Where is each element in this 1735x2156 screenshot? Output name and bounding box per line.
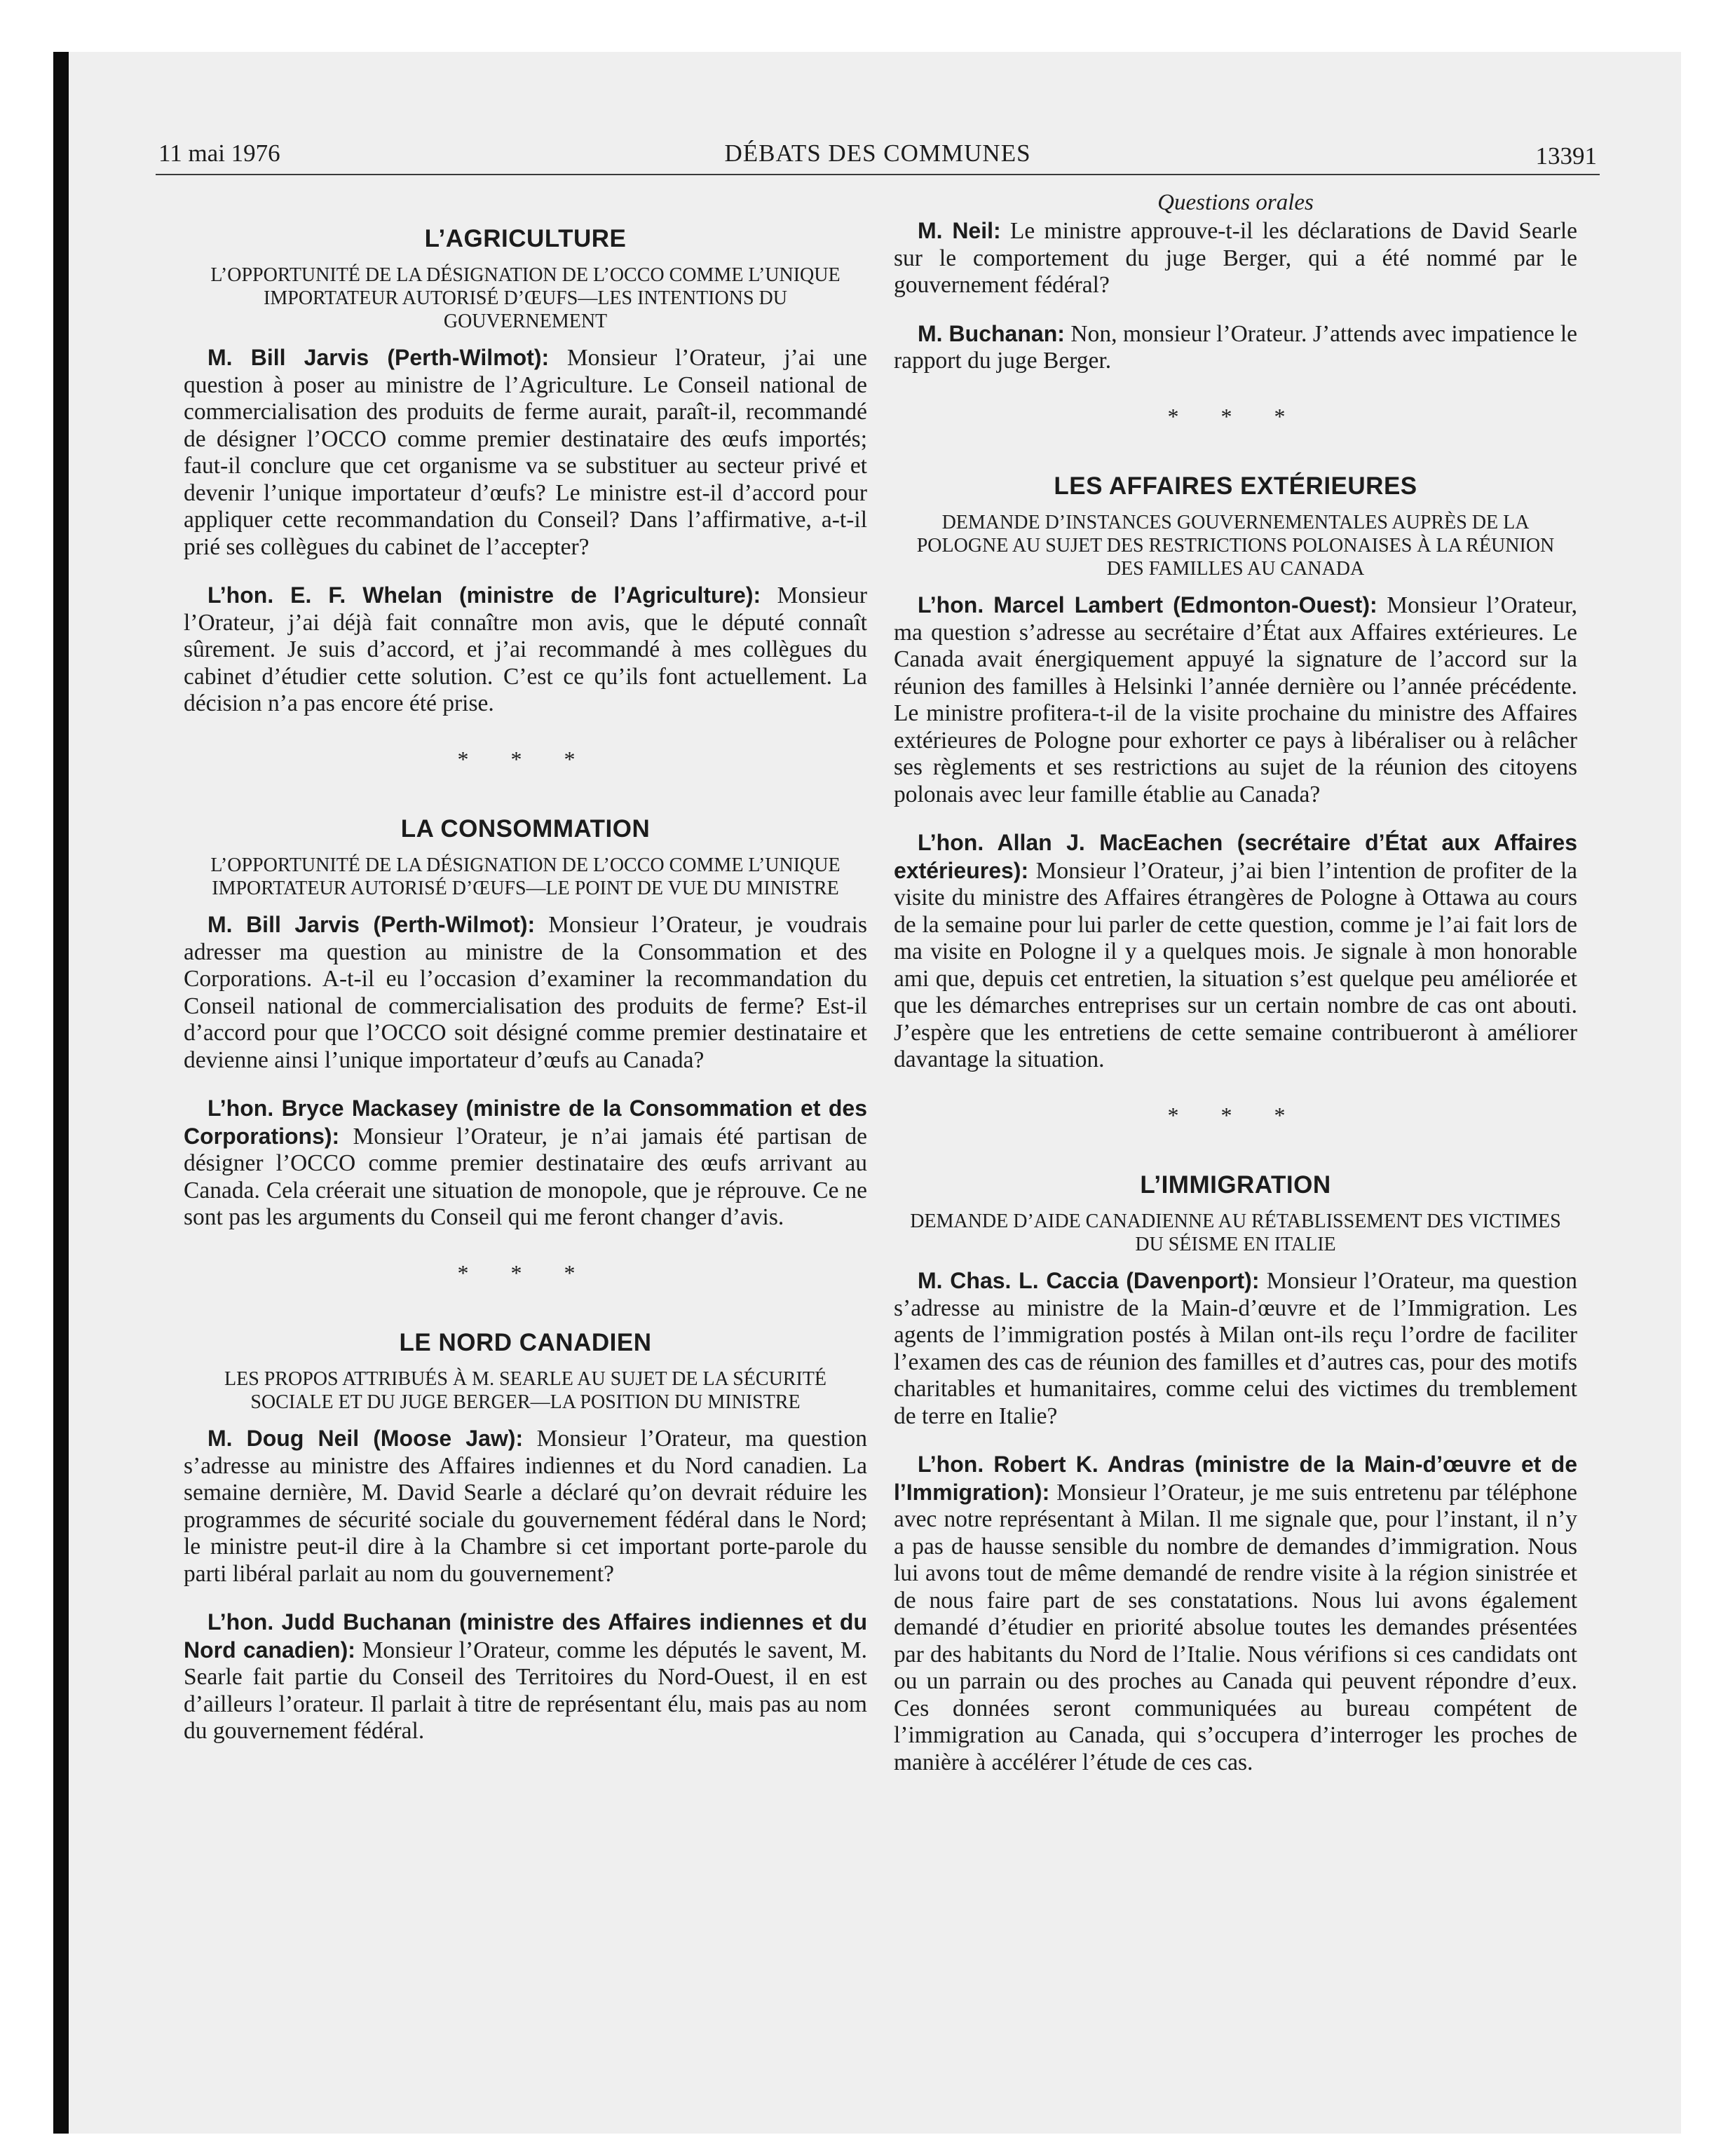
page-number: 13391 bbox=[1535, 142, 1597, 170]
speech-neil-followup bbox=[894, 217, 1577, 299]
speech-text: Monsieur l’Orateur, je voudrais adresser ma question au ministre de la Consommation et des Corporations. A-t-il eu l’occasion d’examiner la recommandation du Conseil national de commercialisation des produits de ferme? Est-il d’accord pour que l’OCCO soit désigné comme premier destinataire et devienne ainsi l’unique importateur d’œufs au Canada? bbox=[184, 912, 868, 1073]
header-date: 11 mai 1976 bbox=[158, 139, 280, 167]
speech-andras bbox=[894, 1451, 1577, 1776]
section-subheading-immigration: DEMANDE D’AIDE CANADIENNE AU RÉTABLISSEMENT DES VICTIMES DU SÉISME EN ITALIE bbox=[910, 1210, 1561, 1255]
speech-whelan bbox=[184, 582, 867, 718]
speech-text: Monsieur l’Orateur, je me suis entretenu par téléphone avec notre représentant à Milan. Il me signale que, pour l’instant, il n’y a pas de hausse sensible du nombre de demandes d’immigration. Nous lui avons tout de même demandé de rendre visite à la région sinistrée et de nous faire part de ses constatations. Nous lui avons également demandé d’étudier en priorité absolue toutes les demandes présentées par des habitants du Nord de l’Italie. Nous vérifions si ces candidats ont ou un parrain ou des proches au Canada qui peuvent répondre d’eux. Ces données seront communiquées au bureau compétent de l’immigration au Canada, qui s’occupera d’interroger les proches de manière à accélérer l’étude de ces cas. bbox=[894, 1479, 1577, 1775]
section-separator: * * * bbox=[1167, 1102, 1304, 1128]
running-topic: Questions orales bbox=[1157, 190, 1314, 215]
left-column bbox=[184, 189, 867, 1766]
speaker-name: M. Chas. L. Caccia (Davenport): bbox=[918, 1268, 1260, 1293]
speaker-name: L’hon. Allan J. MacEachen (secrétaire d’État aux Affaires extérieures): bbox=[894, 830, 1577, 883]
speaker-name: M. Neil: bbox=[918, 218, 1001, 243]
speech-text: Monsieur l’Orateur, ma question s’adresse au ministre des Affaires indiennes et du Nord canadien. La semaine dernière, M. David Searle a déclaré qu’on devrait réduire les programmes de sécurité sociale du gouvernement fédéral dans le Nord; le ministre peut-il dire à la Chambre si cet important porte-parole du parti libéral parlait au nom du gouvernement? bbox=[184, 1426, 867, 1587]
section-separator: * * * bbox=[1167, 403, 1304, 429]
speech-text: Monsieur l’Orateur, j’ai une question à poser au ministre de l’Agriculture. Le Conseil national de commercialisation des produits de ferme aurait, paraît-il, recommandé de désigner l’OCCO comme premier destinataire des œufs importés; faut-il conclure que cet organisme va se substituer au secteur privé et devenir l’unique importateur d’œufs? Le ministre est-il d’accord pour appliquer cette recommandation du Conseil? Dans l’affirmative, a-t-il prié ses collègues du cabinet de l’accepter? bbox=[184, 345, 867, 560]
speech-text: Non, monsieur l’Orateur. J’attends avec impatience le rapport du juge Berger. bbox=[894, 320, 1577, 374]
speaker-name: M. Bill Jarvis (Perth-Wilmot): bbox=[207, 912, 536, 937]
speech-mackasey bbox=[184, 1095, 867, 1231]
speaker-name: M. Buchanan: bbox=[918, 320, 1065, 346]
speaker-name: M. Bill Jarvis (Perth-Wilmot): bbox=[207, 345, 550, 370]
section-heading-immigration: L’IMMIGRATION bbox=[1140, 1171, 1331, 1199]
speech-text: Monsieur l’Orateur, comme les députés le savent, M. Searle fait partie du Conseil des Territoires du Nord-Ouest, il en est d’ailleurs l’orateur. Il parlait à titre de représentant élu, mais pas au nom du gouvernement fédéral. bbox=[184, 1637, 867, 1744]
speaker-name: L’hon. Judd Buchanan (ministre des Affaires indiennes et du Nord canadien): bbox=[184, 1609, 867, 1663]
speaker-name: L’hon. E. F. Whelan (ministre de l’Agriculture): bbox=[207, 582, 761, 608]
speech-maceachen bbox=[894, 829, 1577, 1074]
speaker-name: L’hon. Robert K. Andras (ministre de la Main-d’œuvre et de l’Immigration): bbox=[894, 1452, 1577, 1505]
speaker-name: L’hon. Bryce Mackasey (ministre de la Consommation et des Corporations): bbox=[184, 1096, 867, 1149]
section-heading-nord-canadien: LE NORD CANADIEN bbox=[399, 1329, 652, 1356]
header-title: DÉBATS DES COMMUNES bbox=[724, 139, 1031, 167]
speech-text: Monsieur l’Orateur, je n’ai jamais été partisan de désigner l’OCCO comme premier destinataire des œufs arrivant au Canada. Cela créerait une situation de monopole, que je réprouve. Ce ne sont pas les arguments du Conseil qui me feront changer d’avis. bbox=[184, 1123, 867, 1230]
speech-text: Monsieur l’Orateur, j’ai bien l’intention de profiter de la visite du ministre des Affaires étrangères de Pologne à Ottawa au cours de la semaine pour lui parler de cette question, comme je l’ai fait lors de ma visite en Pologne il y a quelques mois. Je signale à mon honorable ami que, depuis cet entretien, la situation s’est quelque peu améliorée et que les démarches entreprises sur un certain nombre de cas ont abouti. J’espère que les entretiens de cette semaine contribueront à améliorer davantage la situation. bbox=[894, 857, 1577, 1072]
speech-neil bbox=[184, 1425, 867, 1588]
section-heading-agriculture: L’AGRICULTURE bbox=[424, 225, 627, 252]
section-subheading-nord-canadien: LES PROPOS ATTRIBUÉS À M. SEARLE AU SUJET DE LA SÉCURITÉ SOCIALE ET DU JUGE BERGER—LA POSITION DU MINISTRE bbox=[224, 1368, 827, 1413]
section-heading-consommation: LA CONSOMMATION bbox=[400, 815, 651, 842]
speech-text: Monsieur l’Orateur, ma question s’adresse au ministre de la Main-d’œuvre et de l’Immigration. Les agents de l’immigration postés à Milan ont-ils reçu l’ordre de faciliter l’examen des cas de réunion des familles et d’autres cas, pour des motifs charitables et humanitaires, comme celui des victimes du tremblement de terre en Italie? bbox=[894, 1268, 1577, 1429]
speech-caccia bbox=[894, 1267, 1577, 1430]
section-separator: * * * bbox=[457, 1260, 594, 1285]
speech-text: Monsieur l’Orateur, ma question s’adresse au secrétaire d’État aux Affaires extérieures. Le Canada avait énergiquement appuyé la signature de l’accord sur la réunion des familles à Helsinki l’année dernière ou l’année précédente. Le ministre profitera-t-il de la visite prochaine du ministre des Affaires extérieures de Pologne pour exhorter ce pays à libéraliser ou à relâcher ses règlements et ses restrictions au sujet de la réunion des citoyens polonais avec leur famille établie au Canada? bbox=[894, 592, 1578, 807]
section-heading-affaires-exterieures: LES AFFAIRES EXTÉRIEURES bbox=[1054, 472, 1417, 500]
section-subheading-agriculture: L’OPPORTUNITÉ DE LA DÉSIGNATION DE L’OCCO COMME L’UNIQUE IMPORTATEUR AUTORISÉ D’ŒUFS—LES INTENTIONS DU GOUVERNEMENT bbox=[210, 264, 841, 332]
speech-text: Le ministre approuve-t-il les déclarations de David Searle sur le comportement du juge Berger, qui a été nommé par le gouvernement fédéral? bbox=[894, 218, 1577, 298]
section-separator: * * * bbox=[457, 746, 594, 772]
speech-jarvis-agriculture bbox=[184, 344, 867, 561]
running-header bbox=[156, 139, 1600, 175]
speech-jarvis-consommation bbox=[184, 911, 867, 1074]
speech-buchanan-followup bbox=[894, 320, 1577, 375]
section-subheading-consommation: L’OPPORTUNITÉ DE LA DÉSIGNATION DE L’OCCO COMME L’UNIQUE IMPORTATEUR AUTORISÉ D’ŒUFS—LE POINT DE VUE DU MINISTRE bbox=[210, 854, 841, 899]
speech-buchanan bbox=[184, 1609, 867, 1745]
right-column bbox=[894, 189, 1577, 1797]
speech-lambert bbox=[894, 592, 1577, 808]
speaker-name: L’hon. Marcel Lambert (Edmonton-Ouest): bbox=[918, 592, 1377, 618]
section-subheading-affaires-exterieures: DEMANDE D’INSTANCES GOUVERNEMENTALES AUPRÈS DE LA POLOGNE AU SUJET DES RESTRICTIONS POLONAISES À LA RÉUNION DES FAMILLES AU CANADA bbox=[916, 512, 1555, 580]
speech-text: Monsieur l’Orateur, j’ai déjà fait connaître mon avis, que le député connaît sûrement. Je suis d’accord, et j’ai recommandé à mes collègues du cabinet d’étudier cette solution. C’est ce qu’ils font actuellement. La décision n’a pas encore été prise. bbox=[184, 582, 868, 716]
scan-edge-shadow bbox=[53, 52, 69, 2134]
speaker-name: M. Doug Neil (Moose Jaw): bbox=[207, 1426, 524, 1451]
